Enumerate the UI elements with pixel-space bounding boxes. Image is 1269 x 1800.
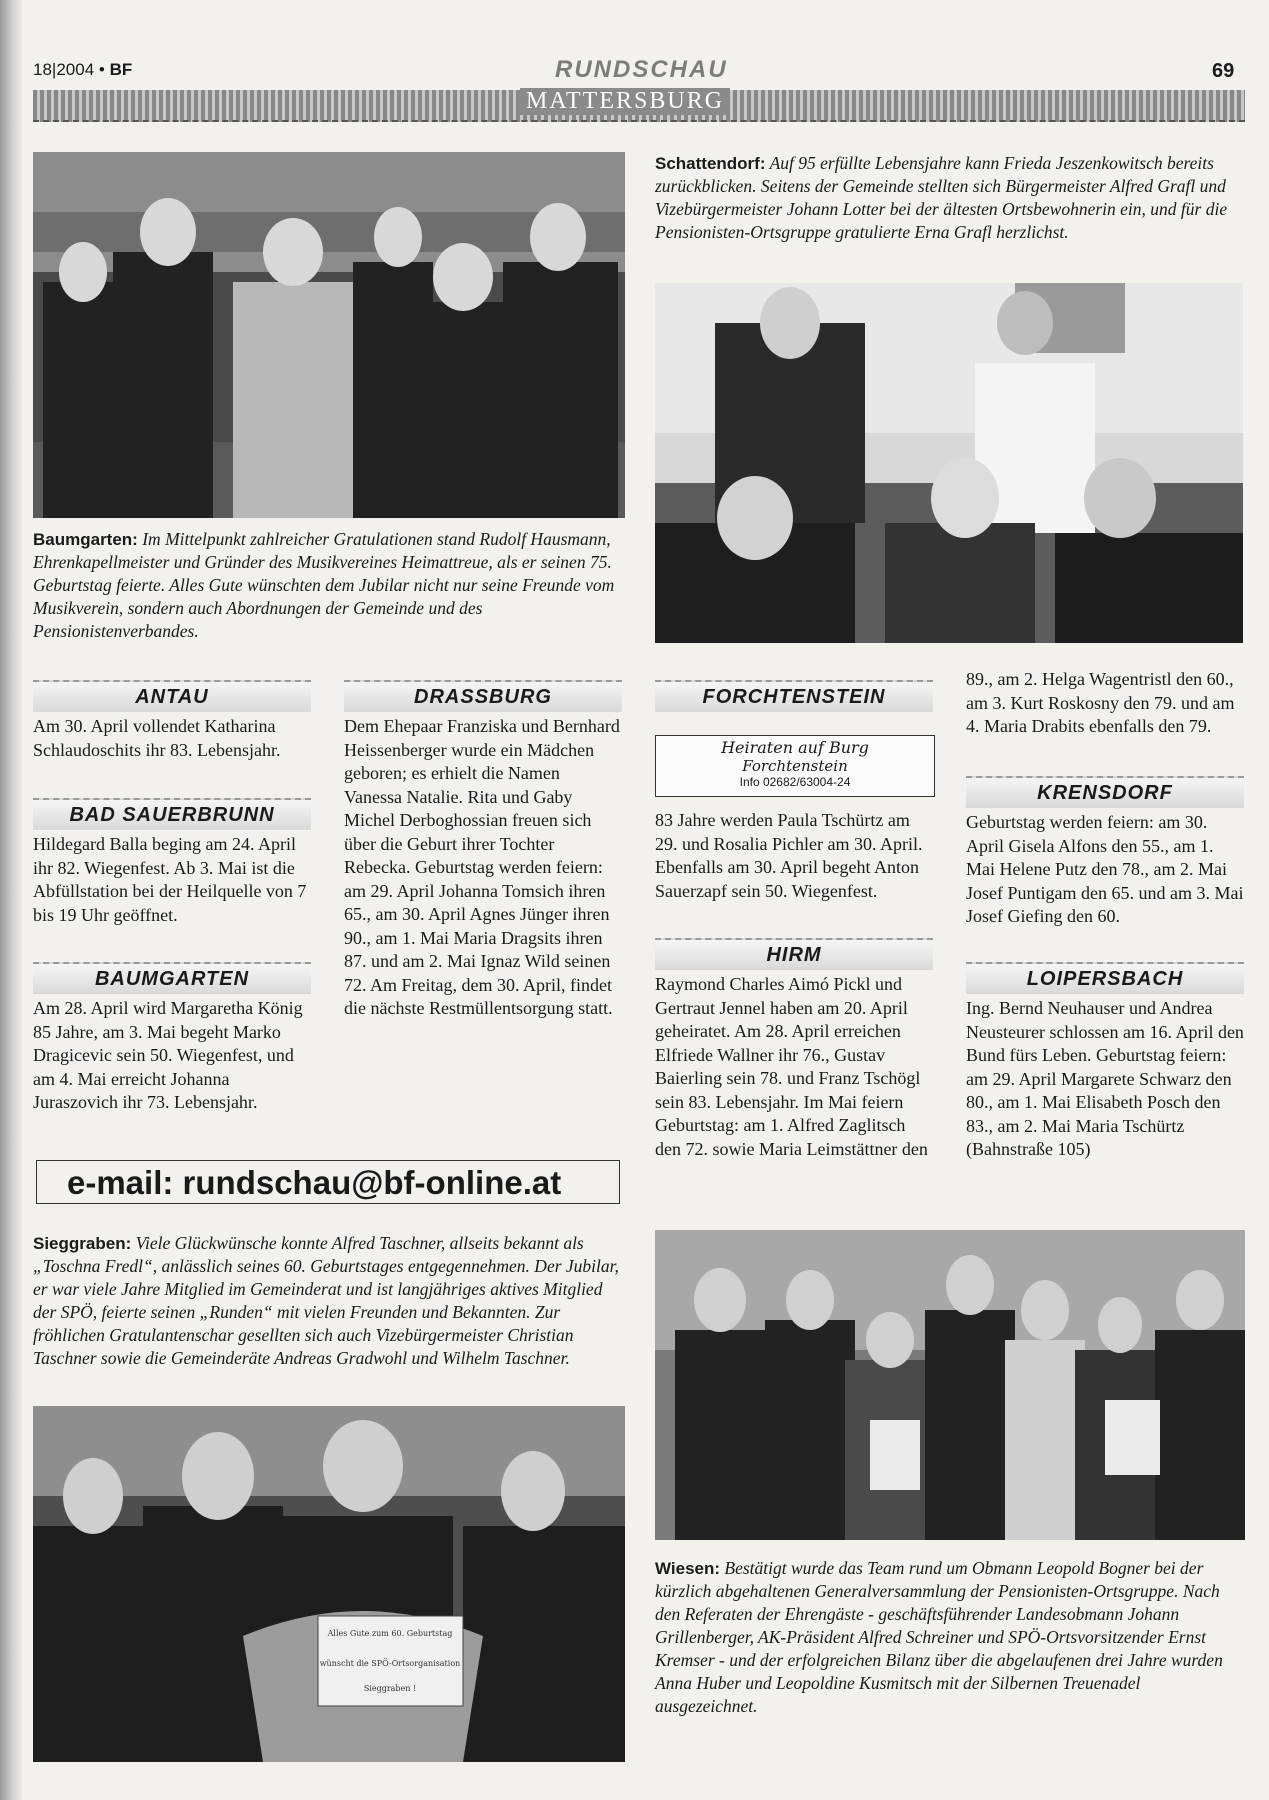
section-title-forchtenstein: FORCHTENSTEIN — [655, 680, 933, 712]
bullet: • — [98, 60, 105, 79]
caption-text: Im Mittelpunkt zahlreicher Gratulationen stand Rudolf Hausmann, Ehrenkapellmeister und Gründer des Musikvereines Heimattreue, als er seinen 75. Geburtstag feierte. Alles Gute wünschten dem Jubilar nicht nur seine Freunde vom Musikverein, sondern auch Abordnungen der Gemeinde und des Pensionistenverbandes. — [33, 529, 615, 641]
caption-place: Wiesen: — [655, 1559, 721, 1578]
caption-sieggraben — [33, 1232, 625, 1370]
section-text-krensdorf: Geburtstag werden feiern: am 30. April Gisela Alfons den 55., am 1. Mai Helene Putz den 78., am 2. Mai Josef Puntigam den 65. und am 3. Mai Josef Giefing den 60. — [966, 812, 1244, 926]
masthead-title: RUNDSCHAU — [555, 56, 728, 83]
section-title-loipersbach: LOIPERSBACH — [966, 962, 1244, 994]
photo-schattendorf — [655, 283, 1243, 643]
region-title: MATTERSBURG — [520, 88, 730, 115]
issue-info — [33, 60, 132, 80]
issue-number: 18|2004 — [33, 60, 95, 79]
section-text-loipersbach: Ing. Bernd Neuhauser und Andrea Neusteurer schlossen am 16. April den Bund fürs Leben. Geburtstag feiern: am 29. April Margarete Schwarz den 80., am 1. Mai Elisabeth Posch den 83., am 2. Mai Maria Tschürtz (Bahnstraße 105) — [966, 998, 1244, 1159]
section-text-antau: Am 30. April vollendet Katharina Schlaudoschits ihr 83. Lebensjahr. — [33, 716, 281, 760]
svg-text:wünscht die SPÖ-Ortsorganisati: wünscht die SPÖ-Ortsorganisation — [319, 1659, 461, 1668]
section-title-drassburg: DRASSBURG — [344, 680, 622, 712]
caption-text: Auf 95 erfüllte Lebensjahre kann Frieda Jeszenkowitsch bereits zurückblicken. Seitens der Gemeinde stellten sich Bürgermeister Alfred Grafl und Vizebürgermeister Johann Lotter bei der ältesten Ortsbewohnerin ein, und für die Pensionisten-Ortsgruppe gratulierte Erna Grafl herzlichst. — [655, 153, 1228, 242]
caption-text: Viele Glückwünsche konnte Alfred Taschner, allseits bekannt als „Toschna Fredl“, anlässlich seines 60. Geburtstages entgegennehmen. Der Jubilar, er war viele Jahre Mitglied im Gemeinderat und ist langjähriges aktives Mitglied der SPÖ, feierte seinen „Runden“ mit vielen Freunden und Bekannten. Zur fröhlichen Gratulantenschar gesellten sich auch Vizebürgermeister Christian Taschner sowie die Gemeinderäte Andreas Gradwohl und Wilhelm Taschner. — [33, 1233, 619, 1368]
caption-baumgarten — [33, 528, 625, 643]
section-text-baumgarten: Am 28. April wird Margaretha König 85 Jahre, am 3. Mai begeht Marko Dragicevic sein 50. Wiegenfest, und am 4. Mai erreicht Johanna Juraszovich ihr 73. Lebensjahr. — [33, 998, 303, 1112]
photo-sieggraben — [33, 1406, 625, 1762]
section-title-antau: ANTAU — [33, 680, 311, 712]
page-spine-shadow — [0, 0, 22, 1800]
email-box: e-mail: rundschau@bf-online.at — [36, 1160, 620, 1204]
publication-code: BF — [109, 60, 133, 79]
svg-text:Sieggraben !: Sieggraben ! — [363, 1684, 417, 1693]
ad-heiraten-forchtenstein — [655, 735, 935, 797]
ad-line-1: Heiraten auf Burg — [721, 738, 869, 757]
caption-place: Sieggraben: — [33, 1234, 132, 1253]
caption-place: Baumgarten: — [33, 530, 138, 549]
section-text-forchtenstein: 83 Jahre werden Paula Tschürtz am 29. und Rosalia Pichler am 30. April. Ebenfalls am 30. April begeht Anton Sauerzapf sein 50. Wiegenfest. — [655, 810, 923, 901]
section-text-drassburg: Dem Ehepaar Franziska und Bernhard Heissenberger wurde ein Mädchen geboren; es erhielt die Namen Vanessa Natalie. Rita und Gaby Michel Derboghossian freuen sich über die Geburt ihrer Tochter Rebecka. Geburtstag werden feiern: am 29. April Johanna Tomsich ihren 65., am 30. April Agnes Jünger ihren 90., am 1. Mai Maria Dragsits ihren 87. und am 2. Mai Ignaz Wild seinen 72. Am Freitag, dem 30. April, findet die nächste Restmüllentsorgung statt. — [344, 716, 620, 1018]
caption-text: Bestätigt wurde das Team rund um Obmann Leopold Bogner bei der kürzlich abgehaltenen Generalversammlung der Pensionisten-Ortsgruppe. Nach den Referaten der Ehrengäste - geschäftsführender Landesobmann Johann Grillenberger, AK-Präsident Alfred Schreiner und SPÖ-Ortsvorsitzender Ernst Kremser - und der erfolgreichen Bilanz über die abgelaufenen drei Jahre wurden Anna Huber und Leopoldine Kusmitsch mit der Silbernen Treuenadel ausgezeichnet. — [655, 1558, 1223, 1716]
ad-line-2: Forchtenstein — [742, 757, 848, 775]
caption-wiesen — [655, 1557, 1245, 1718]
section-text-hirm-continued: 89., am 2. Helga Wagentristl den 60., am 3. Kurt Roskosny den 79. und am 4. Maria Drabits ebenfalls den 79. — [966, 669, 1235, 736]
ad-line-3: Info 02682/63004-24 — [739, 775, 851, 789]
photo-wiesen — [655, 1230, 1245, 1540]
section-text-bad-sauerbrunn: Hildegard Balla beging am 24. April ihr 82. Wiegenfest. Ab 3. Mai ist die Abfüllstation bei der Heilquelle von 7 bis 19 Uhr geöffnet. — [33, 834, 307, 925]
basket-card-text: Alles Gute zum 60. Geburtstag — [327, 1629, 453, 1638]
page-number: 69 — [1212, 60, 1235, 82]
section-title-hirm: HIRM — [655, 938, 933, 970]
caption-schattendorf — [655, 152, 1243, 244]
section-title-bad-sauerbrunn: BAD SAUERBRUNN — [33, 798, 311, 830]
section-title-krensdorf: KRENSDORF — [966, 776, 1244, 808]
section-text-hirm: Raymond Charles Aimó Pickl und Gertraut Jennel haben am 20. April geheiratet. Am 28. April erreichen Elfriede Wallner ihr 76., Gustav Baierling sein 78. und Franz Tschögl sein 83. Lebensjahr. Im Mai feiern Geburtstag: am 1. Alfred Zaglitsch den 72. sowie Maria Leimstättner den — [655, 974, 928, 1159]
section-title-baumgarten: BAUMGARTEN — [33, 962, 311, 994]
caption-place: Schattendorf: — [655, 154, 766, 173]
photo-baumgarten — [33, 152, 625, 518]
